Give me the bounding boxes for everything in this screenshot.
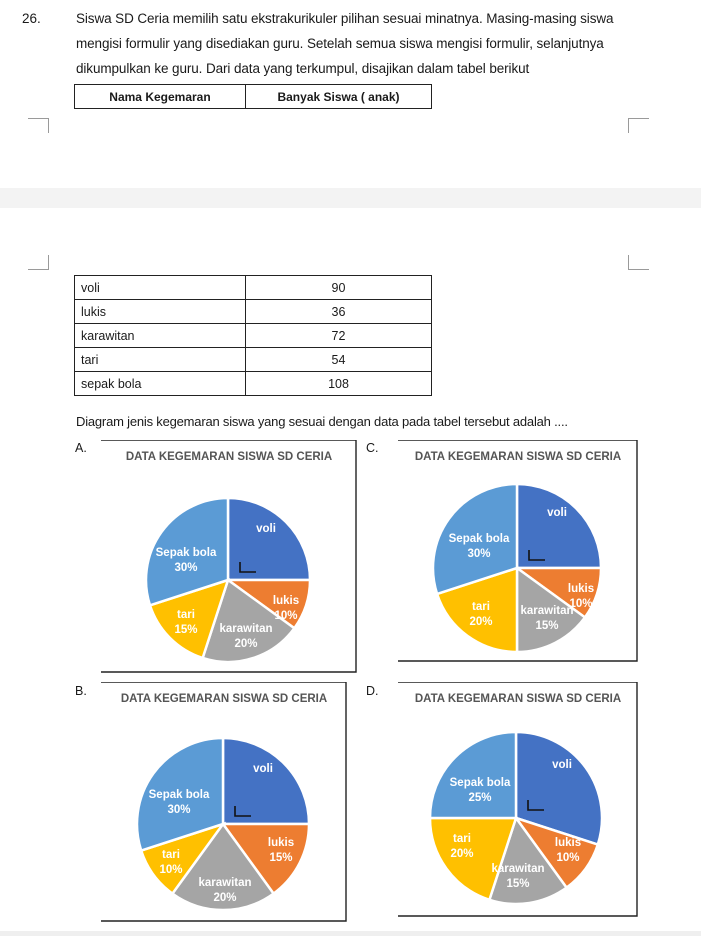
option-label-b[interactable]: B. <box>75 684 87 698</box>
table-cell-name: sepak bola <box>75 372 246 396</box>
slice-label: karawitan 15% <box>520 605 574 632</box>
slice-label: voli <box>253 763 273 775</box>
slice-label: karawitan 15% <box>491 863 545 890</box>
table-cell-name: karawitan <box>75 324 246 348</box>
question-number: 26. <box>22 11 41 26</box>
table-cell-name: lukis <box>75 300 246 324</box>
table-cell-name: tari <box>75 348 246 372</box>
crop-corner-top-left <box>28 118 49 133</box>
slice-label: voli <box>256 523 276 535</box>
question-line-3: dikumpulkan ke guru. Dari data yang terkumpul, disajikan dalam tabel berikut <box>76 61 530 76</box>
option-label-c[interactable]: C. <box>366 441 379 455</box>
slice-label: Sepak bola 30% <box>155 547 217 574</box>
header-nama-kegemaran: Nama Kegemaran <box>75 85 246 109</box>
option-label-a[interactable]: A. <box>75 441 87 455</box>
slice-label: tari 20% <box>469 601 493 628</box>
table-cell-count: 108 <box>246 372 432 396</box>
slice-label: lukis 10% <box>567 583 595 610</box>
slice-label: voli <box>552 759 572 771</box>
header-banyak-siswa: Banyak Siswa ( anak) <box>246 85 432 109</box>
page-bottom-edge <box>0 931 701 936</box>
chart-title: DATA KEGEMARAN SISWA SD CERIA <box>125 451 333 463</box>
table-row <box>75 324 432 348</box>
question-line-2: mengisi formulir yang disediakan guru. Setelah semua siswa mengisi formulir, selanjutnya <box>76 36 604 51</box>
pie-chart-a <box>101 440 357 673</box>
slice-label: Sepak bola 30% <box>448 533 510 560</box>
data-table-header <box>74 84 432 109</box>
pie-chart-b <box>101 682 347 922</box>
pie-chart-c <box>398 440 638 662</box>
table-cell-count: 90 <box>246 276 432 300</box>
table-row <box>75 348 432 372</box>
table-row <box>75 372 432 396</box>
table-cell-count: 36 <box>246 300 432 324</box>
slice-label: lukis 10% <box>272 595 300 622</box>
chart-title: DATA KEGEMARAN SISWA SD CERIA <box>414 693 622 705</box>
table-cell-count: 54 <box>246 348 432 372</box>
table-row <box>75 300 432 324</box>
crop-corner-bottom-right <box>628 255 649 270</box>
crop-corner-bottom-left <box>28 255 49 270</box>
chart-title: DATA KEGEMARAN SISWA SD CERIA <box>120 693 328 705</box>
slice-label: tari 20% <box>450 833 474 860</box>
chart-option-b[interactable] <box>101 682 347 922</box>
slice-label: Sepak bola 25% <box>449 777 511 804</box>
slice-label: karawitan 20% <box>198 877 252 904</box>
slice-label: voli <box>547 507 567 519</box>
chart-title: DATA KEGEMARAN SISWA SD CERIA <box>414 451 622 463</box>
pie-chart-d <box>398 682 638 917</box>
table-row <box>75 276 432 300</box>
slice-label: tari 15% <box>174 609 198 636</box>
question-line-1: Siswa SD Ceria memilih satu ekstrakurikuler pilihan sesuai minatnya. Masing-masing siswa <box>76 11 614 26</box>
slice-label: karawitan 20% <box>219 623 273 650</box>
slice-label: lukis 15% <box>267 837 295 864</box>
slice-label: lukis 10% <box>554 837 582 864</box>
pie-slice-sepak-bola <box>430 732 516 818</box>
chart-option-c[interactable] <box>398 440 638 662</box>
crop-corner-top-right <box>628 118 649 133</box>
chart-option-d[interactable] <box>398 682 638 917</box>
chart-option-a[interactable] <box>101 440 357 673</box>
slice-label: tari 10% <box>159 849 183 876</box>
pie-slice-voli <box>223 738 309 824</box>
option-label-d[interactable]: D. <box>366 684 379 698</box>
table-cell-count: 72 <box>246 324 432 348</box>
data-table-body <box>74 275 432 396</box>
table-cell-name: voli <box>75 276 246 300</box>
slice-label: Sepak bola 30% <box>148 789 210 816</box>
question-prompt: Diagram jenis kegemaran siswa yang sesuai dengan data pada tabel tersebut adalah .... <box>76 414 568 429</box>
page-gap <box>0 188 701 208</box>
